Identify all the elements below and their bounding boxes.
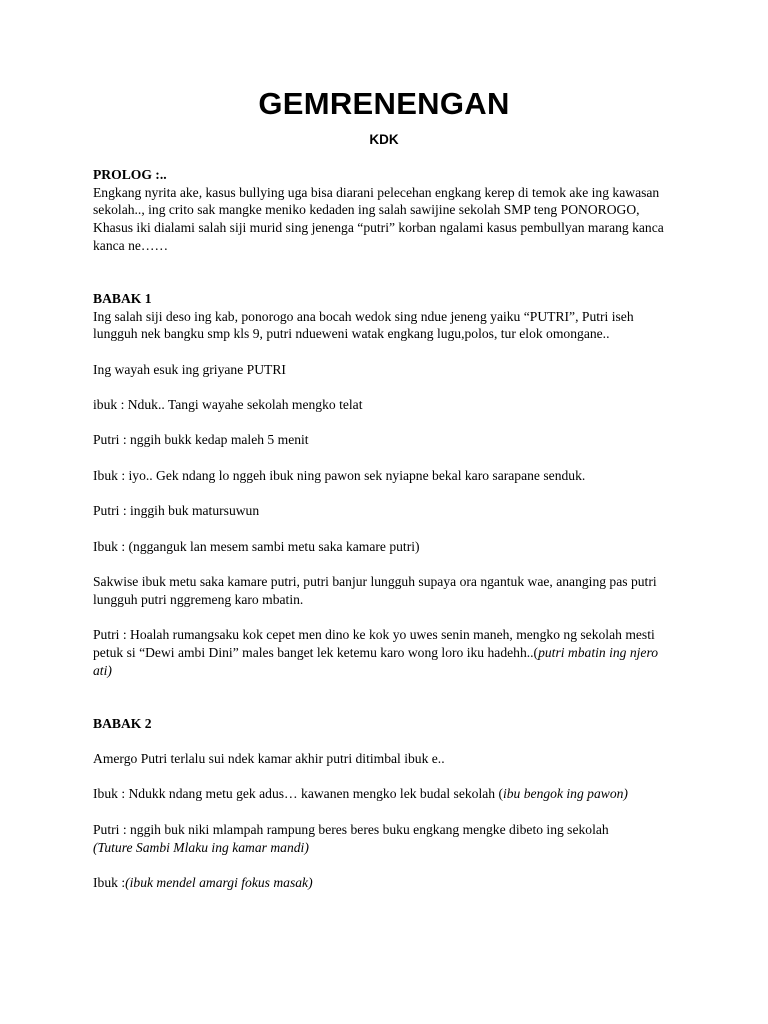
dialogue-text: Ibuk : <box>93 874 126 890</box>
dialogue-line: Ibuk : (ngganguk lan mesem sambi metu saka kamare putri) <box>93 538 420 554</box>
dialogue-text: Putri : Hoalah rumangsaku kok cepet men dino ke kok yo uwes senin maneh, mengko ng sekolah mesti petuk si “Dewi ambi Dini” males banget lek ketemu karo wong loro iku hadehh..( <box>93 627 655 660</box>
stage-direction: putri mbatin ing njero ati) <box>93 644 659 678</box>
document-body <box>93 166 673 892</box>
dialogue-line: Putri : nggih buk niki mlampah rampung beres beres buku engkang mengke dibeto ing sekolah <box>93 821 609 837</box>
stage-direction: (Tuture Sambi Mlaku ing kamar mandi) <box>93 839 309 855</box>
narration-text: Sakwise ibuk metu saka kamare putri, putri banjur lungguh supaya ora ngantuk wae, ananging pas putri lungguh putri nggremeng karo mbatin. <box>93 574 657 607</box>
dialogue-line: Ibuk : iyo.. Gek ndang lo nggeh ibuk ning pawon sek nyiapne bekal karo sarapane senduk. <box>93 467 586 483</box>
babak2-intro: Amergo Putri terlalu sui ndek kamar akhir putri ditimbal ibuk e.. <box>93 751 445 767</box>
prolog-heading: PROLOG :.. <box>93 167 167 182</box>
dialogue-line: Putri : nggih bukk kedap maleh 5 menit <box>93 432 309 448</box>
stage-direction: ibu bengok ing pawon) <box>502 786 628 802</box>
prolog-text: Engkang nyrita ake, kasus bullying uga bisa diarani pelecehan engkang kerep di temok ake ing kawasan sekolah.., ing crito sak mangke meniko kedaden ing salah sawijine sekolah SMP teng PONOROGO, Khasus iki dialami salah siji murid sing jenenga “putri” korban ngalami kasus pembullyan marang kanca kanca ne…… <box>93 184 664 253</box>
dialogue-line: ibuk : Nduk.. Tangi wayahe sekolah mengko telat <box>93 397 363 413</box>
document-title: GEMRENENGAN <box>258 86 510 121</box>
babak2-heading: BABAK 2 <box>93 715 152 731</box>
stage-direction: (ibuk mendel amargi fokus masak) <box>125 874 313 890</box>
dialogue-line <box>93 626 673 679</box>
babak1-setting: Ing wayah esuk ing griyane PUTRI <box>93 361 286 377</box>
babak1-heading: BABAK 1 <box>93 290 152 306</box>
dialogue-line <box>93 785 673 803</box>
dialogue-line <box>93 874 673 892</box>
document-author: KDK <box>369 132 399 147</box>
dialogue-text: Ibuk : Ndukk ndang metu gek adus… kawanen mengko lek budal sekolah ( <box>93 786 503 802</box>
babak1-intro: Ing salah siji deso ing kab, ponorogo ana bocah wedok sing ndue jeneng yaiku “PUTRI”, Putri iseh lungguh nek bangku smp kls 9, putri ndueweni watak engkang lugu,polos, tur elok omongane.. <box>93 308 634 342</box>
dialogue-line: Putri : inggih buk matursuwun <box>93 503 260 519</box>
